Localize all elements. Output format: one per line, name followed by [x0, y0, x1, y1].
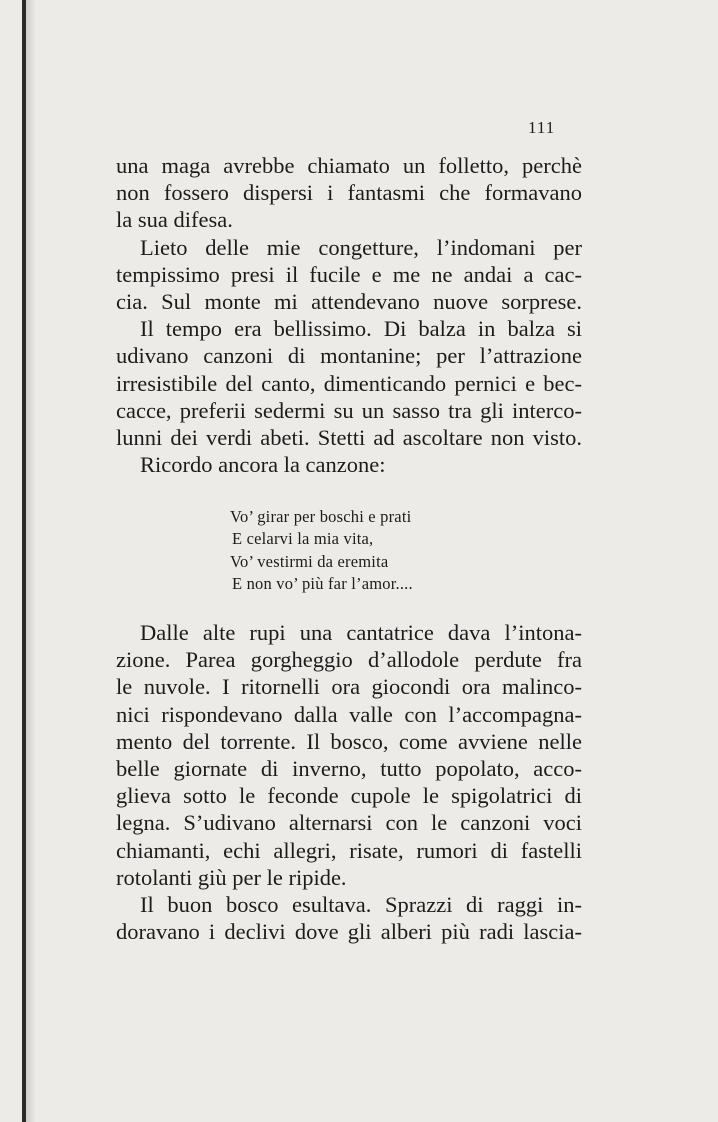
text-line: cacce, preferii sedermi su un sasso tra gli interco- — [116, 397, 582, 423]
text-line: zione. Parea gorgheggio d’allodole perdute fra — [116, 647, 582, 673]
poem-line: E non vo’ più far l’amor.... — [232, 573, 413, 593]
text-line: udivano canzoni di montanine; per l’attrazione — [116, 343, 582, 369]
text-line: Ricordo ancora la canzone: — [140, 452, 386, 478]
poem-verse — [230, 506, 490, 595]
text-line: legna. S’udivano alternarsi con le canzoni voci — [116, 810, 582, 836]
text-line: tempissimo presi il fucile e me ne andai a cac- — [116, 261, 582, 287]
text-line: non fossero dispersi i fantasmi che formavano — [116, 180, 582, 206]
page-number: 111 — [528, 118, 556, 137]
text-line: la sua difesa. — [116, 207, 233, 233]
text-line: una maga avrebbe chiamato un folletto, perchè — [116, 153, 582, 178]
poem-line: E celarvi la mia vita, — [232, 529, 374, 549]
text-block-bottom — [116, 619, 582, 945]
text-line: Dalle alte rupi una cantatrice dava l’intona- — [140, 620, 582, 645]
text-line: lunni dei verdi abeti. Stetti ad ascoltare non visto. — [116, 424, 582, 450]
poem-line: Vo’ girar per boschi e prati — [230, 507, 412, 526]
text-line: le nuvole. I ritornelli ora giocondi ora malinco- — [116, 674, 582, 700]
text-line: chiamanti, echi allegri, risate, rumori di fastelli — [116, 837, 582, 863]
page-binding-shadow — [26, 0, 36, 1122]
text-line: glieva sotto le feconde cupole le spigolatrici di — [116, 783, 582, 809]
text-line: nici rispondevano dalla valle con l’accompagna- — [116, 701, 582, 727]
text-line: Il tempo era bellissimo. Di balza in balza si — [140, 316, 582, 342]
text-line: irresistibile del canto, dimenticando pernici e bec- — [116, 370, 582, 396]
poem-line: Vo’ vestirmi da eremita — [230, 551, 389, 571]
text-line: rotolanti giù per le ripide. — [116, 864, 347, 890]
text-line: doravano i declivi dove gli alberi più radi lascia- — [116, 919, 582, 945]
text-line: mento del torrente. Il bosco, come avviene nelle — [116, 728, 582, 754]
text-line: Lieto delle mie congetture, l’indomani per — [140, 234, 582, 260]
text-line: belle giornate di inverno, tutto popolato, acco- — [116, 755, 582, 781]
text-block-top — [116, 152, 582, 478]
text-line: cia. Sul monte mi attendevano nuove sorprese. — [116, 288, 582, 314]
text-line: Il buon bosco esultava. Sprazzi di raggi in- — [140, 891, 582, 917]
